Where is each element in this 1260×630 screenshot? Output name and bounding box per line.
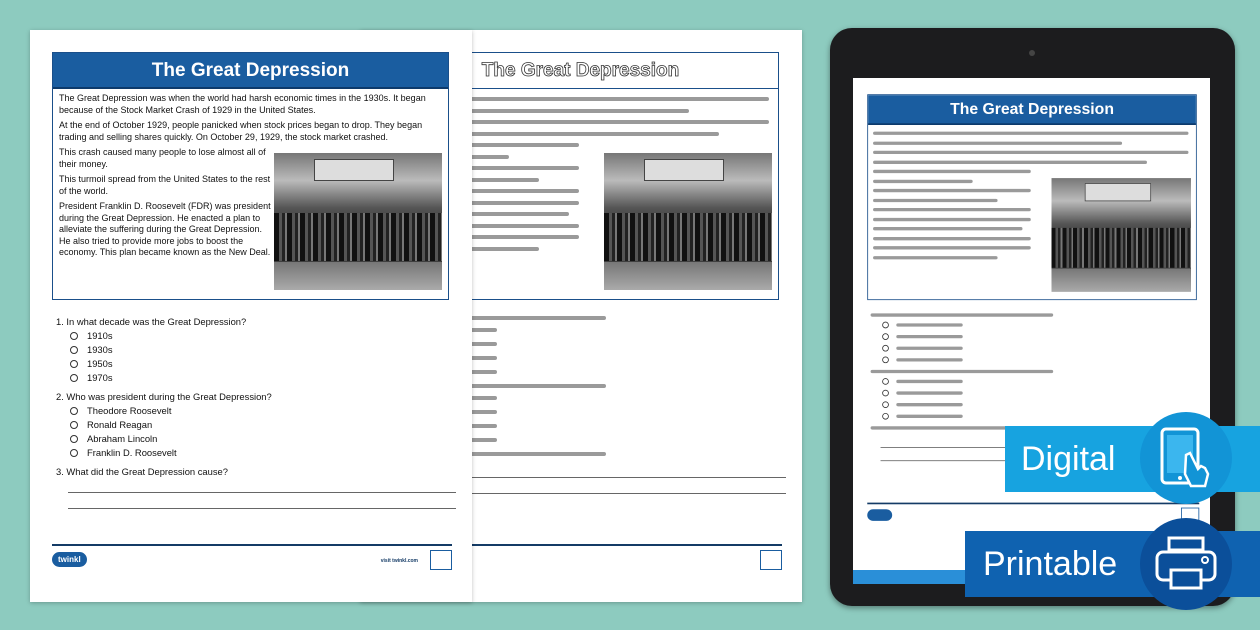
visit-link: visit twinkl.com	[380, 558, 418, 564]
quality-badge-icon	[760, 550, 782, 570]
text-line-placeholder	[871, 370, 1054, 373]
text-line-placeholder	[896, 380, 962, 383]
answer-option[interactable]	[70, 330, 456, 341]
twinkl-logo-icon	[867, 509, 892, 521]
answer-option[interactable]	[70, 433, 456, 444]
radio-button[interactable]	[70, 346, 78, 354]
questions	[56, 316, 456, 517]
quality-badge-icon	[430, 550, 452, 570]
tablet-screen	[853, 78, 1210, 584]
text-line-placeholder	[873, 218, 1031, 221]
question	[56, 391, 456, 458]
option-label: Abraham Lincoln	[87, 433, 158, 444]
radio-button[interactable]	[70, 374, 78, 382]
text-line-placeholder	[896, 347, 962, 350]
footer	[52, 544, 452, 564]
radio-button	[882, 413, 889, 420]
worksheet-page-front	[30, 30, 472, 602]
radio-button	[882, 390, 889, 397]
answer-option[interactable]	[70, 372, 456, 383]
text-line-placeholder	[873, 132, 1188, 135]
question-preview	[871, 313, 1203, 363]
text-line-placeholder	[873, 151, 1188, 154]
text-line-placeholder	[873, 170, 1031, 173]
question-text: 1. In what decade was the Great Depression?	[56, 316, 247, 327]
answer-option[interactable]	[70, 344, 456, 355]
tablet-touch-icon	[1140, 412, 1232, 504]
paragraph: At the end of October 1929, people panicked when stock prices began to drop. They began trading and selling shares quickly. On October 29, 1929, the stock market crashed.	[59, 120, 423, 142]
text-line-placeholder	[873, 179, 973, 182]
radio-button	[882, 357, 889, 364]
reading-passage	[52, 52, 449, 300]
text-line-placeholder	[873, 256, 998, 259]
worksheet-title: The Great Depression	[868, 95, 1196, 125]
answer-option-preview	[882, 413, 1202, 420]
answer-option-preview	[882, 378, 1202, 385]
radio-button[interactable]	[70, 332, 78, 340]
radio-button	[882, 345, 889, 352]
camera-icon	[1029, 50, 1035, 56]
answer-option-preview	[882, 357, 1202, 364]
paragraph: The Great Depression was when the world had harsh economic times in the 1930s. It began because of the Stock Market Crash of 1929 in the United States.	[59, 93, 426, 115]
option-label: Ronald Reagan	[87, 419, 153, 430]
reading-passage-preview	[867, 94, 1197, 300]
text-line-placeholder	[896, 358, 962, 361]
text-line-placeholder	[873, 246, 1031, 249]
radio-button[interactable]	[70, 421, 78, 429]
footer	[867, 503, 1199, 505]
radio-button[interactable]	[70, 407, 78, 415]
text-line-placeholder	[873, 198, 998, 201]
printable-label: Printable	[983, 544, 1118, 583]
text-line-placeholder	[896, 335, 962, 338]
answer-option[interactable]	[70, 358, 456, 369]
text-line-placeholder	[873, 227, 1022, 230]
answer-option[interactable]	[70, 419, 456, 430]
answer-option-preview	[882, 322, 1202, 329]
text-line-placeholder	[896, 391, 962, 394]
option-label: 1950s	[87, 358, 113, 369]
paragraph: This crash caused many people to lose almost all of their money.	[59, 147, 266, 169]
question-text: 3. What did the Great Depression cause?	[56, 466, 228, 477]
paragraph: This turmoil spread from the United States to the rest of the world.	[59, 174, 271, 196]
text-line-placeholder	[896, 323, 962, 326]
worksheet	[30, 30, 472, 602]
text-line-placeholder	[873, 208, 1031, 211]
printer-icon	[1140, 518, 1232, 610]
option-label: Theodore Roosevelt	[87, 405, 172, 416]
twinkl-logo: twinkl	[52, 552, 87, 567]
radio-button	[882, 322, 889, 329]
option-label: 1910s	[87, 330, 113, 341]
answer-line[interactable]	[68, 493, 456, 509]
breadline-photo	[274, 153, 442, 290]
text-line-placeholder	[873, 160, 1147, 163]
text-line-placeholder	[896, 403, 962, 406]
radio-button[interactable]	[70, 435, 78, 443]
text-line-placeholder	[873, 237, 1031, 240]
radio-button	[882, 401, 889, 408]
answer-option-preview	[882, 345, 1202, 352]
text-line-placeholder	[873, 141, 1122, 144]
option-label: Franklin D. Roosevelt	[87, 447, 177, 458]
answer-option-preview	[882, 390, 1202, 397]
answer-option-preview	[882, 401, 1202, 408]
worksheet-title: The Great Depression	[383, 53, 778, 89]
option-label: 1930s	[87, 344, 113, 355]
text-line-placeholder	[896, 415, 962, 418]
answer-option-preview	[882, 333, 1202, 340]
question	[56, 466, 456, 509]
radio-button[interactable]	[70, 449, 78, 457]
answer-option[interactable]	[70, 405, 456, 416]
text-line-placeholder	[871, 313, 1054, 316]
digital-label: Digital	[1021, 439, 1116, 478]
question-text: 2. Who was president during the Great Depression?	[56, 391, 272, 402]
question-preview	[871, 370, 1203, 420]
breadline-photo	[604, 153, 772, 290]
worksheet-title: The Great Depression	[53, 53, 448, 89]
text-line-placeholder	[873, 189, 1031, 192]
question	[56, 316, 456, 383]
answer-line[interactable]	[68, 477, 456, 493]
paragraph: President Franklin D. Roosevelt (FDR) was president during the Great Depression. He enacted a plan to alleviate the suffering during the Great Depression. He also tried to provide more jobs to boost the economy. This plan became known as the New Deal.	[59, 201, 271, 257]
radio-button	[882, 378, 889, 385]
option-label: 1970s	[87, 372, 113, 383]
breadline-photo	[1052, 178, 1191, 292]
radio-button[interactable]	[70, 360, 78, 368]
answer-option[interactable]	[70, 447, 456, 458]
radio-button	[882, 333, 889, 340]
